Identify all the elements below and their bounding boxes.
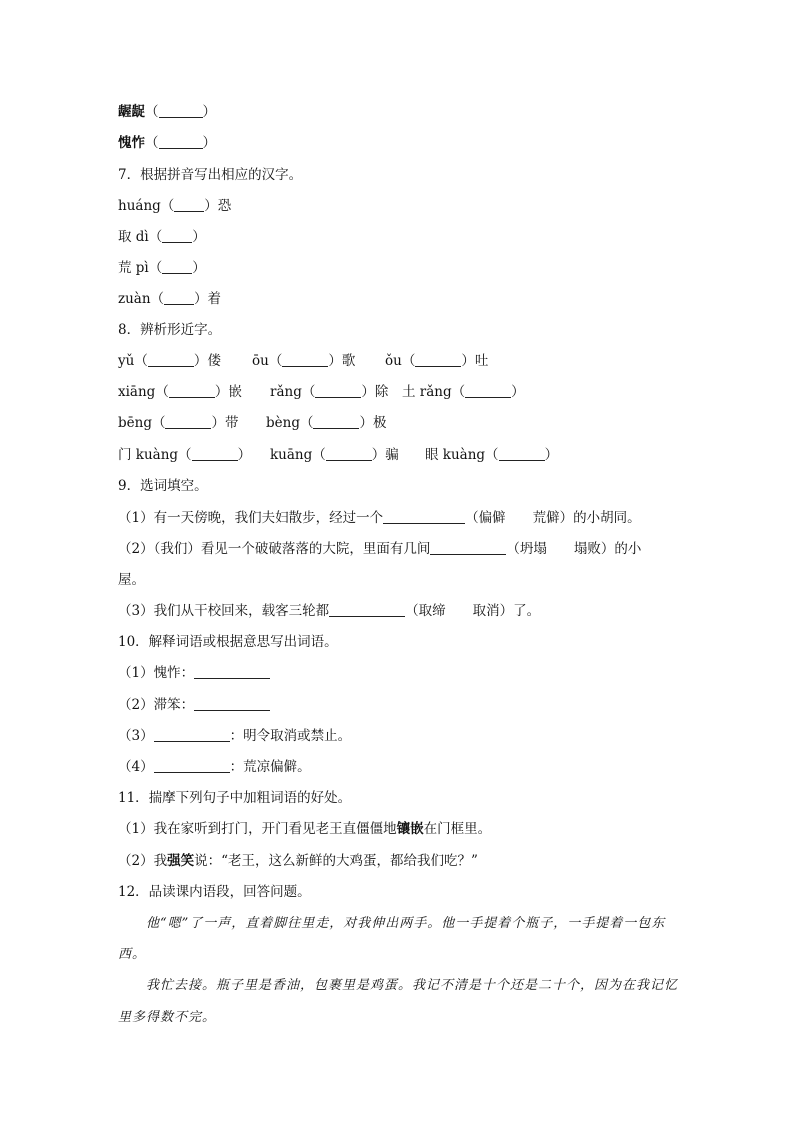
q7-item: 取 dì（ ） [118,229,206,245]
q7-title: 7．根据拼音写出相应的汉字。 [118,167,303,183]
passage-paragraph-1-line-2: 西。 [118,947,147,962]
q8-item: 土 rǎng（ ） [402,384,525,400]
answer-blank[interactable] [169,383,215,398]
answer-blank[interactable] [154,758,230,773]
q8-item: bēng（ ）带 [118,415,239,431]
answer-blank[interactable] [326,446,372,461]
q8-item: kuāng（ ）骗 [270,447,399,463]
q8-item: yǔ（ ）偻 [118,353,221,369]
passage-paragraph-1-line-1: 他“嗯”了一声，直着脚往里走，对我伸出两手。他一手提着个瓶子，一手提着一包东 [146,916,666,931]
item-kuizuo: 愧怍（ ） [118,135,216,151]
answer-blank[interactable] [430,540,506,555]
q8-item: ǒu（ ）吐 [385,353,489,369]
q10-title: 10．解释词语或根据意思写出词语。 [118,634,338,650]
q10-item: （2）滞笨： [118,696,270,714]
q8-item: 门 kuàng（ ） [118,447,252,463]
bold-word: 强笑 [167,853,195,869]
q9-sentence-2-cont: 屋。 [118,572,145,588]
q9-title: 9．选词填空。 [118,478,208,494]
q11-title: 11．揣摩下列句子中加粗词语的好处。 [118,790,352,806]
q8-item: xiāng（ ）嵌 [118,384,242,400]
q10-item: （4） ：荒凉偏僻。 [118,759,311,775]
q9-sentence-2: （2）（我们）看见一个破破落落的大院，里面有几间 （坍塌 塌败）的小 [118,541,642,557]
answer-blank[interactable] [192,446,238,461]
bold-word: 镶嵌 [396,821,424,837]
passage-paragraph-2-line-2: 里多得数不完。 [118,1010,217,1025]
q10-item: （3） ：明令取消或禁止。 [118,728,352,744]
answer-blank[interactable] [499,446,545,461]
answer-blank[interactable] [329,602,405,617]
answer-blank[interactable] [313,414,359,429]
q12-title: 12．品读课内语段，回答问题。 [118,884,311,900]
passage-paragraph-2-line-1: 我忙去接。瓶子里是香油，包裹里是鸡蛋。我记不清是十个还是二十个，因为在我记忆 [146,978,679,993]
answer-blank[interactable] [162,259,192,274]
answer-blank[interactable] [194,664,270,679]
q10-item: （1）愧怍： [118,664,270,682]
answer-blank[interactable] [162,228,192,243]
answer-blank[interactable] [383,509,465,524]
q8-item: rǎng（ ）除 [270,384,389,400]
answer-blank[interactable] [148,352,194,367]
answer-blank[interactable] [415,352,461,367]
q8-item: bèng（ ）极 [266,415,387,431]
answer-blank[interactable] [465,383,511,398]
q8-title: 8．辨析形近字。 [118,322,222,338]
answer-blank[interactable] [165,414,211,429]
answer-blank[interactable] [315,383,361,398]
q9-sentence-1: （1）有一天傍晚，我们夫妇散步，经过一个 （偏僻 荒僻）的小胡同。 [118,510,641,526]
answer-blank[interactable] [282,352,328,367]
answer-blank[interactable] [164,290,194,305]
answer-blank[interactable] [154,727,230,742]
q7-item: zuàn（ ）着 [118,291,222,307]
q7-item: huáng（ ）恐 [118,198,232,214]
q11-sentence-2: （2）我强笑说：“老王，这么新鲜的大鸡蛋，都给我们吃？” [118,853,478,869]
item-wochuo: 龌龊（ ） [118,104,216,120]
answer-blank[interactable] [159,134,203,149]
q8-item: ōu（ ）歌 [252,353,356,369]
answer-blank[interactable] [159,103,203,118]
q8-item: 眼 kuàng（ ） [425,447,559,463]
q7-item: 荒 pì（ ） [118,260,206,276]
answer-blank[interactable] [194,696,270,711]
q9-sentence-3: （3）我们从干校回来，载客三轮都 （取缔 取消）了。 [118,603,541,619]
q11-sentence-1: （1）我在家听到打门，开门看见老王直僵僵地镶嵌在门框里。 [118,821,492,837]
answer-blank[interactable] [174,197,204,212]
